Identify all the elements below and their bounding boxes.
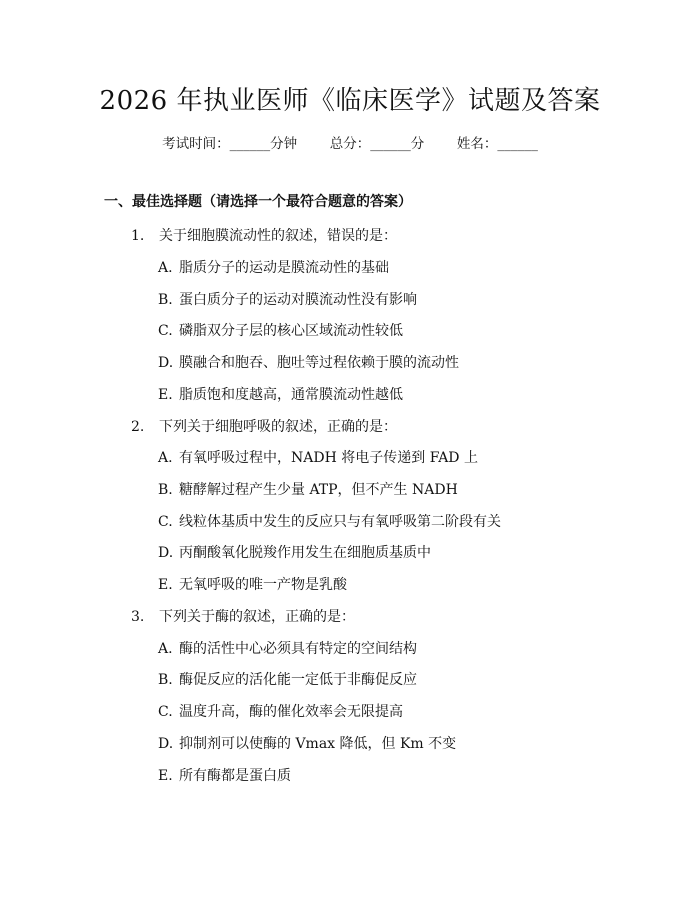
option-2e[interactable]: [158, 574, 347, 594]
time-blank: ______: [229, 136, 271, 152]
option-1e[interactable]: [158, 384, 403, 404]
option-2b[interactable]: [158, 479, 458, 499]
option-2a[interactable]: [158, 447, 478, 467]
question-text: 关于细胞膜流动性的叙述，错误的是：: [159, 228, 397, 244]
option-text: 酶的活性中心必须具有特定的空间结构: [179, 641, 417, 657]
option-letter: B.: [158, 292, 173, 308]
option-text: 所有酶都是蛋白质: [179, 768, 291, 784]
option-text: 糖酵解过程产生少量 ATP，但不产生 NADH: [179, 482, 458, 498]
question-text: 下列关于酶的叙述，正确的是：: [159, 609, 355, 625]
option-letter: D.: [158, 545, 174, 561]
option-letter: A.: [158, 450, 173, 466]
question-1: [131, 225, 397, 245]
name-label: 姓名：: [456, 136, 498, 152]
score-label: 总分：: [329, 136, 371, 152]
option-text: 脂质分子的运动是膜流动性的基础: [179, 260, 389, 276]
option-letter: B.: [158, 482, 173, 498]
section-heading: 一、最佳选择题（请选择一个最符合题意的答案）: [104, 194, 412, 210]
option-letter: A.: [158, 641, 173, 657]
option-letter: A.: [158, 260, 173, 276]
question-text: 下列关于细胞呼吸的叙述，正确的是：: [159, 419, 397, 435]
option-letter: E.: [158, 577, 173, 593]
option-1a[interactable]: [158, 257, 389, 277]
option-text: 脂质饱和度越高，通常膜流动性越低: [179, 387, 403, 403]
time-label: 考试时间：: [162, 136, 230, 152]
option-text: 磷脂双分子层的核心区域流动性较低: [179, 323, 403, 339]
option-2d[interactable]: [158, 542, 431, 562]
option-letter: B.: [158, 672, 173, 688]
time-unit: 分钟: [270, 136, 298, 152]
option-2c[interactable]: [158, 511, 501, 531]
option-text: 抑制剂可以使酶的 Vmax 降低，但 Km 不变: [179, 736, 457, 752]
option-text: 无氧呼吸的唯一产物是乳酸: [179, 577, 347, 593]
option-letter: C.: [158, 514, 173, 530]
option-text: 蛋白质分子的运动对膜流动性没有影响: [179, 292, 417, 308]
option-1b[interactable]: [158, 289, 417, 309]
option-text: 有氧呼吸过程中，NADH 将电子传递到 FAD 上: [179, 450, 478, 466]
option-letter: D.: [158, 736, 174, 752]
option-letter: E.: [158, 387, 173, 403]
question-number: 1.: [131, 228, 145, 244]
question-number: 3.: [131, 609, 145, 625]
option-3a[interactable]: [158, 638, 417, 658]
option-letter: E.: [158, 768, 173, 784]
question-3: [131, 606, 355, 626]
option-text: 温度升高，酶的催化效率会无限提高: [179, 704, 403, 720]
option-letter: D.: [158, 355, 174, 371]
option-1c[interactable]: [158, 320, 403, 340]
option-1d[interactable]: [158, 352, 459, 372]
exam-info-line: [0, 132, 700, 152]
score-unit: 分: [410, 136, 425, 152]
option-3c[interactable]: [158, 701, 403, 721]
option-letter: C.: [158, 704, 173, 720]
page-title: 2026 年执业医师《临床医学》试题及答案: [99, 86, 601, 116]
option-3e[interactable]: [158, 765, 291, 785]
option-3d[interactable]: [158, 733, 456, 753]
option-text: 酶促反应的活化能一定低于非酶促反应: [179, 672, 417, 688]
question-2: [131, 416, 397, 436]
question-number: 2.: [131, 419, 145, 435]
name-blank: ______: [497, 136, 538, 152]
option-text: 膜融合和胞吞、胞吐等过程依赖于膜的流动性: [179, 355, 459, 371]
option-letter: C.: [158, 323, 173, 339]
option-text: 线粒体基质中发生的反应只与有氧呼吸第二阶段有关: [179, 514, 501, 530]
option-3b[interactable]: [158, 669, 417, 689]
score-blank: ______: [370, 136, 411, 152]
option-text: 丙酮酸氧化脱羧作用发生在细胞质基质中: [179, 545, 431, 561]
